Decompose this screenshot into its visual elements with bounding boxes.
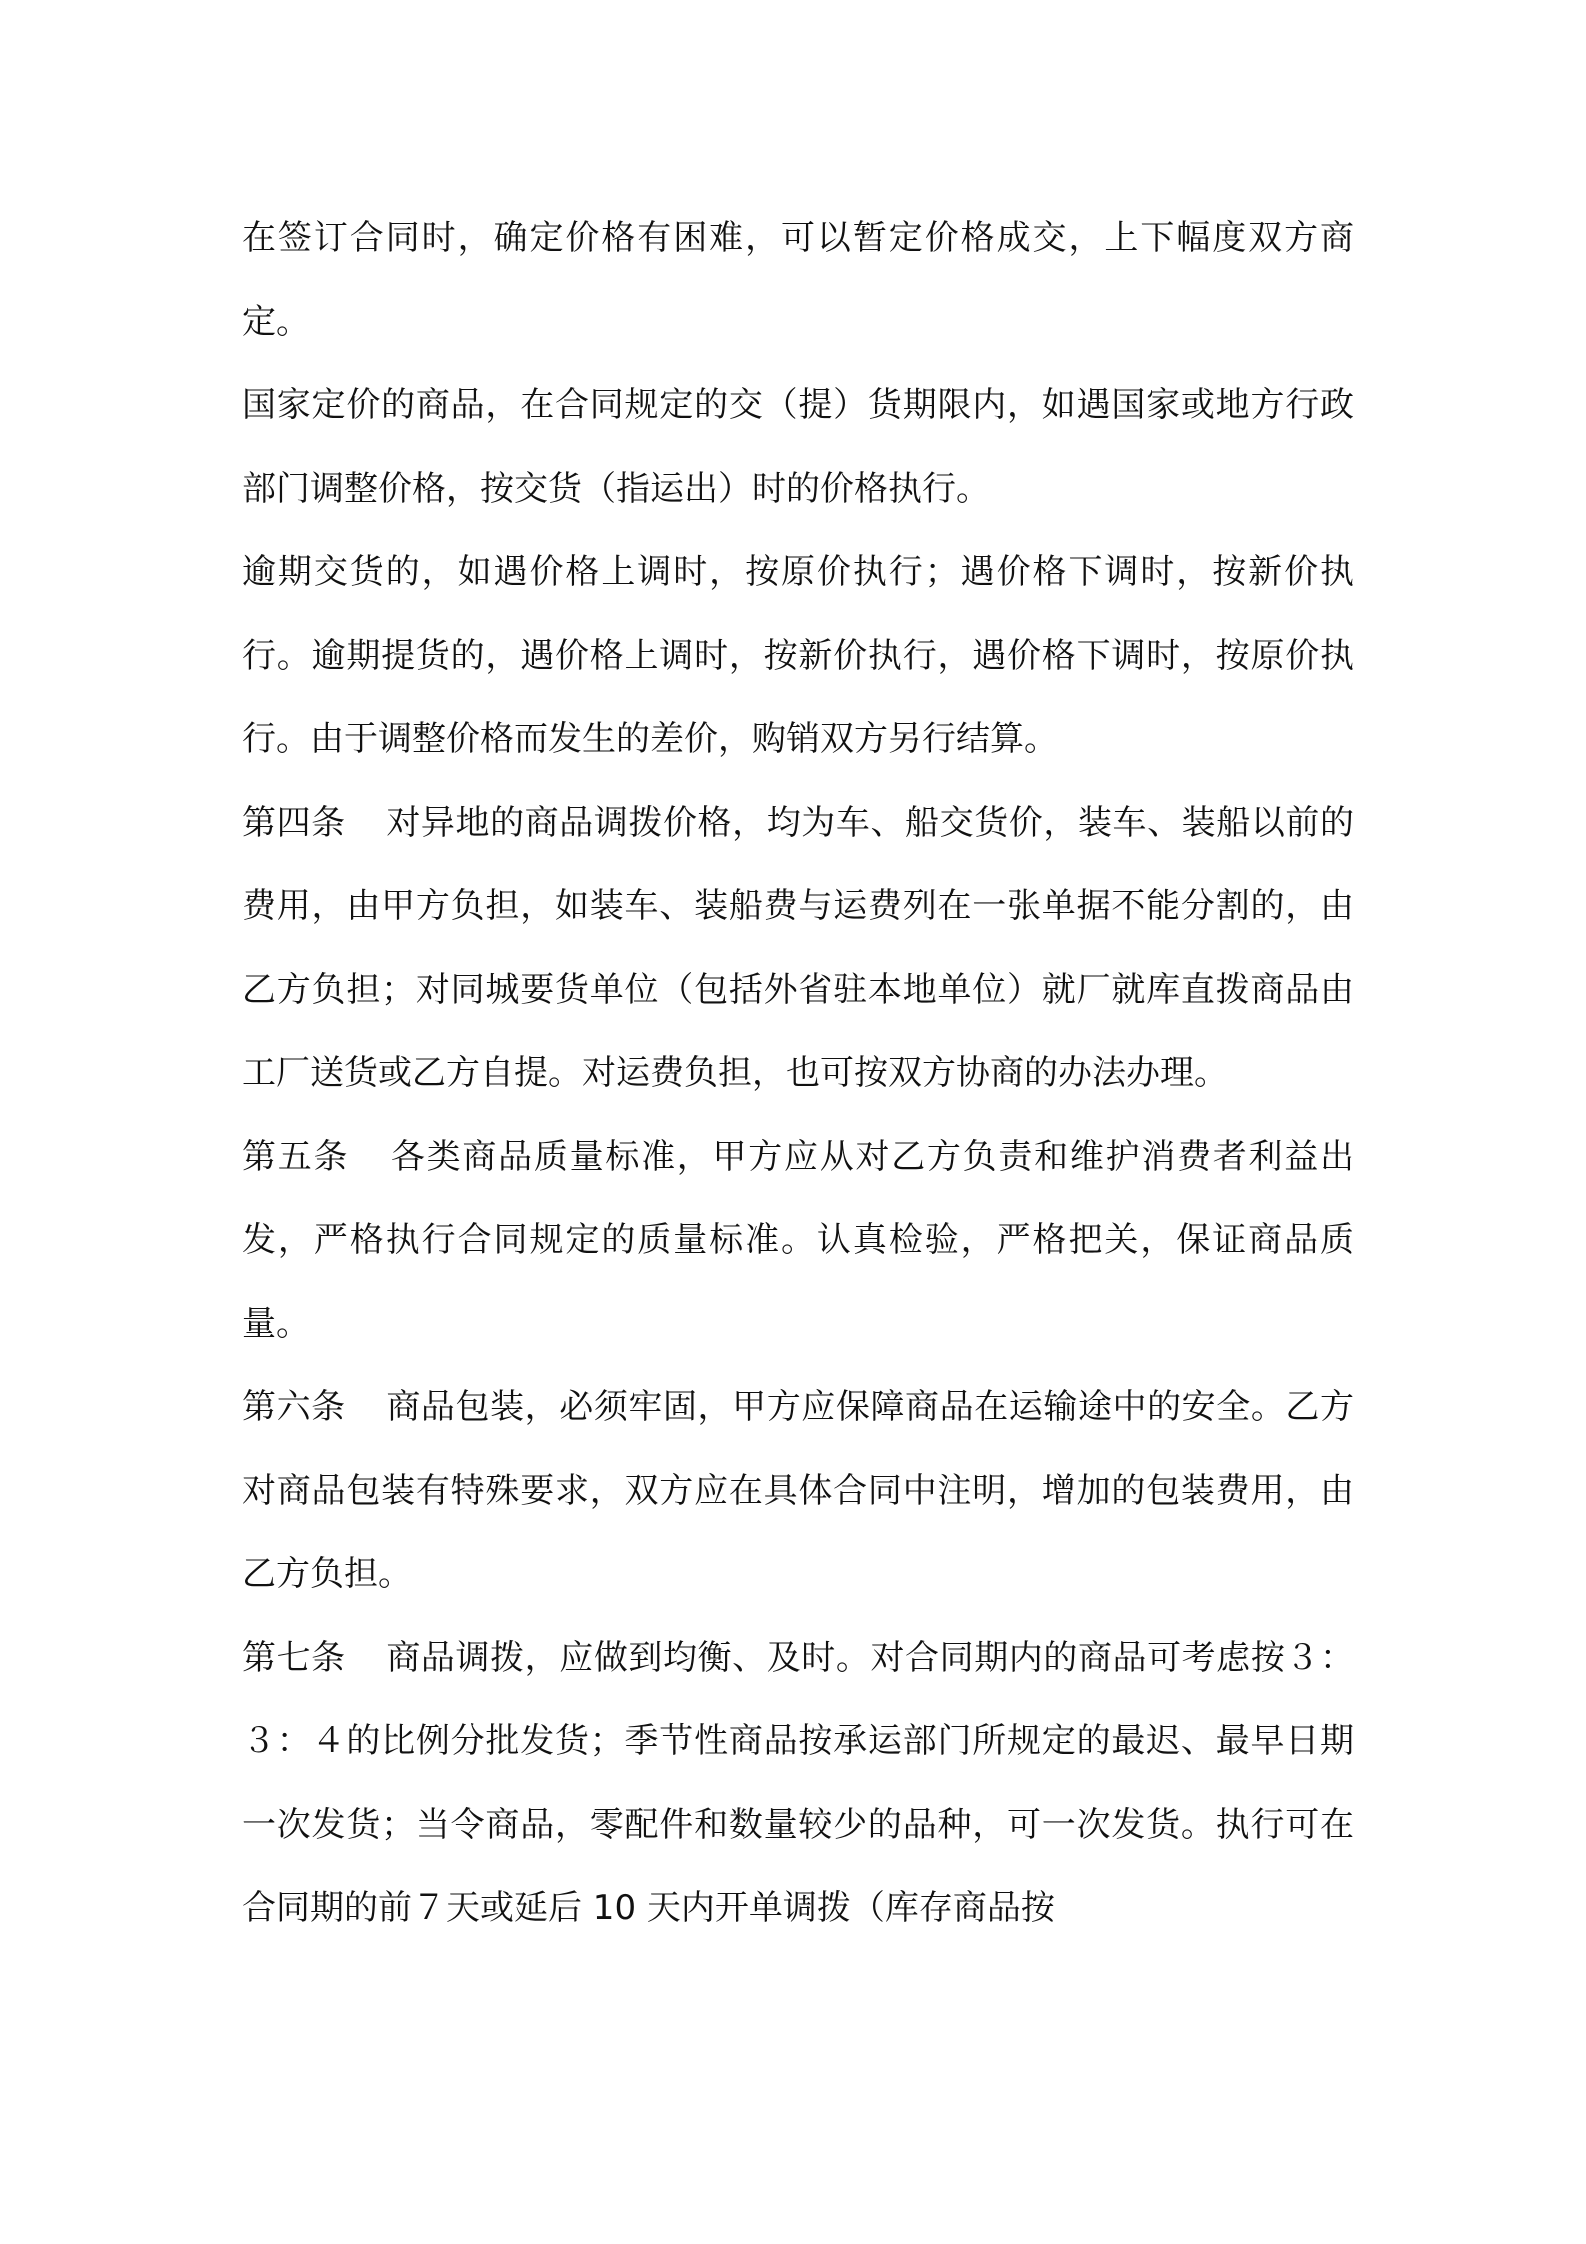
article-text: 对异地的商品调拨价格，均为车、船交货价，装车、装船以前的费用，由甲方负担，如装车、装船费与运费列在一张单据不能分割的，由乙方负担；对同城要货单位（包括外省驻本地单位）就厂就库直拨商品由工厂送货或乙方自提。对运费负担，也可按双方协商的办法办理。	[242, 802, 1355, 1093]
article-text: 商品调拨，应做到均衡、及时。对合同期内的商品可考虑按３：３：４的比例分批发货；季节性商品按承运部门所规定的最迟、最早日期一次发货；当令商品，零配件和数量较少的品种，可一次发货。执行可在合同期的前７天或延后 10 天内开单调拨（库存商品按	[242, 1637, 1355, 1928]
paragraph	[242, 531, 1354, 782]
paragraph-text: 在签订合同时，确定价格有困难，可以暂定价格成交，上下幅度双方商定。	[242, 218, 1354, 342]
article-title: 第四条	[242, 802, 346, 843]
article-text: 商品包装，必须牢固，甲方应保障商品在运输途中的安全。乙方对商品包装有特殊要求，双方应在具体合同中注明，增加的包装费用，由乙方负担。	[242, 1387, 1355, 1594]
paragraph-text: 逾期交货的，如遇价格上调时，按原价执行；遇价格下调时，按新价执行。逾期提货的，遇价格上调时，按新价执行，遇价格下调时，按原价执行。由于调整价格而发生的差价，购销双方另行结算。	[242, 552, 1354, 759]
article-title: 第七条	[242, 1637, 346, 1678]
paragraph	[242, 364, 1354, 531]
document-body	[242, 197, 1354, 1951]
article-title: 第五条	[242, 1136, 350, 1177]
article-5	[242, 1116, 1354, 1367]
article-text: 各类商品质量标准，甲方应从对乙方负责和维护消费者利益出发，严格执行合同规定的质量标准。认真检验，严格把关，保证商品质量。	[242, 1136, 1355, 1344]
article-4	[242, 782, 1354, 1116]
paragraph	[242, 197, 1354, 364]
article-6	[242, 1366, 1354, 1617]
article-title: 第六条	[242, 1387, 346, 1427]
article-7	[242, 1617, 1354, 1951]
paragraph-text: 国家定价的商品，在合同规定的交（提）货期限内，如遇国家或地方行政部门调整价格，按交货（指运出）时的价格执行。	[242, 385, 1354, 509]
